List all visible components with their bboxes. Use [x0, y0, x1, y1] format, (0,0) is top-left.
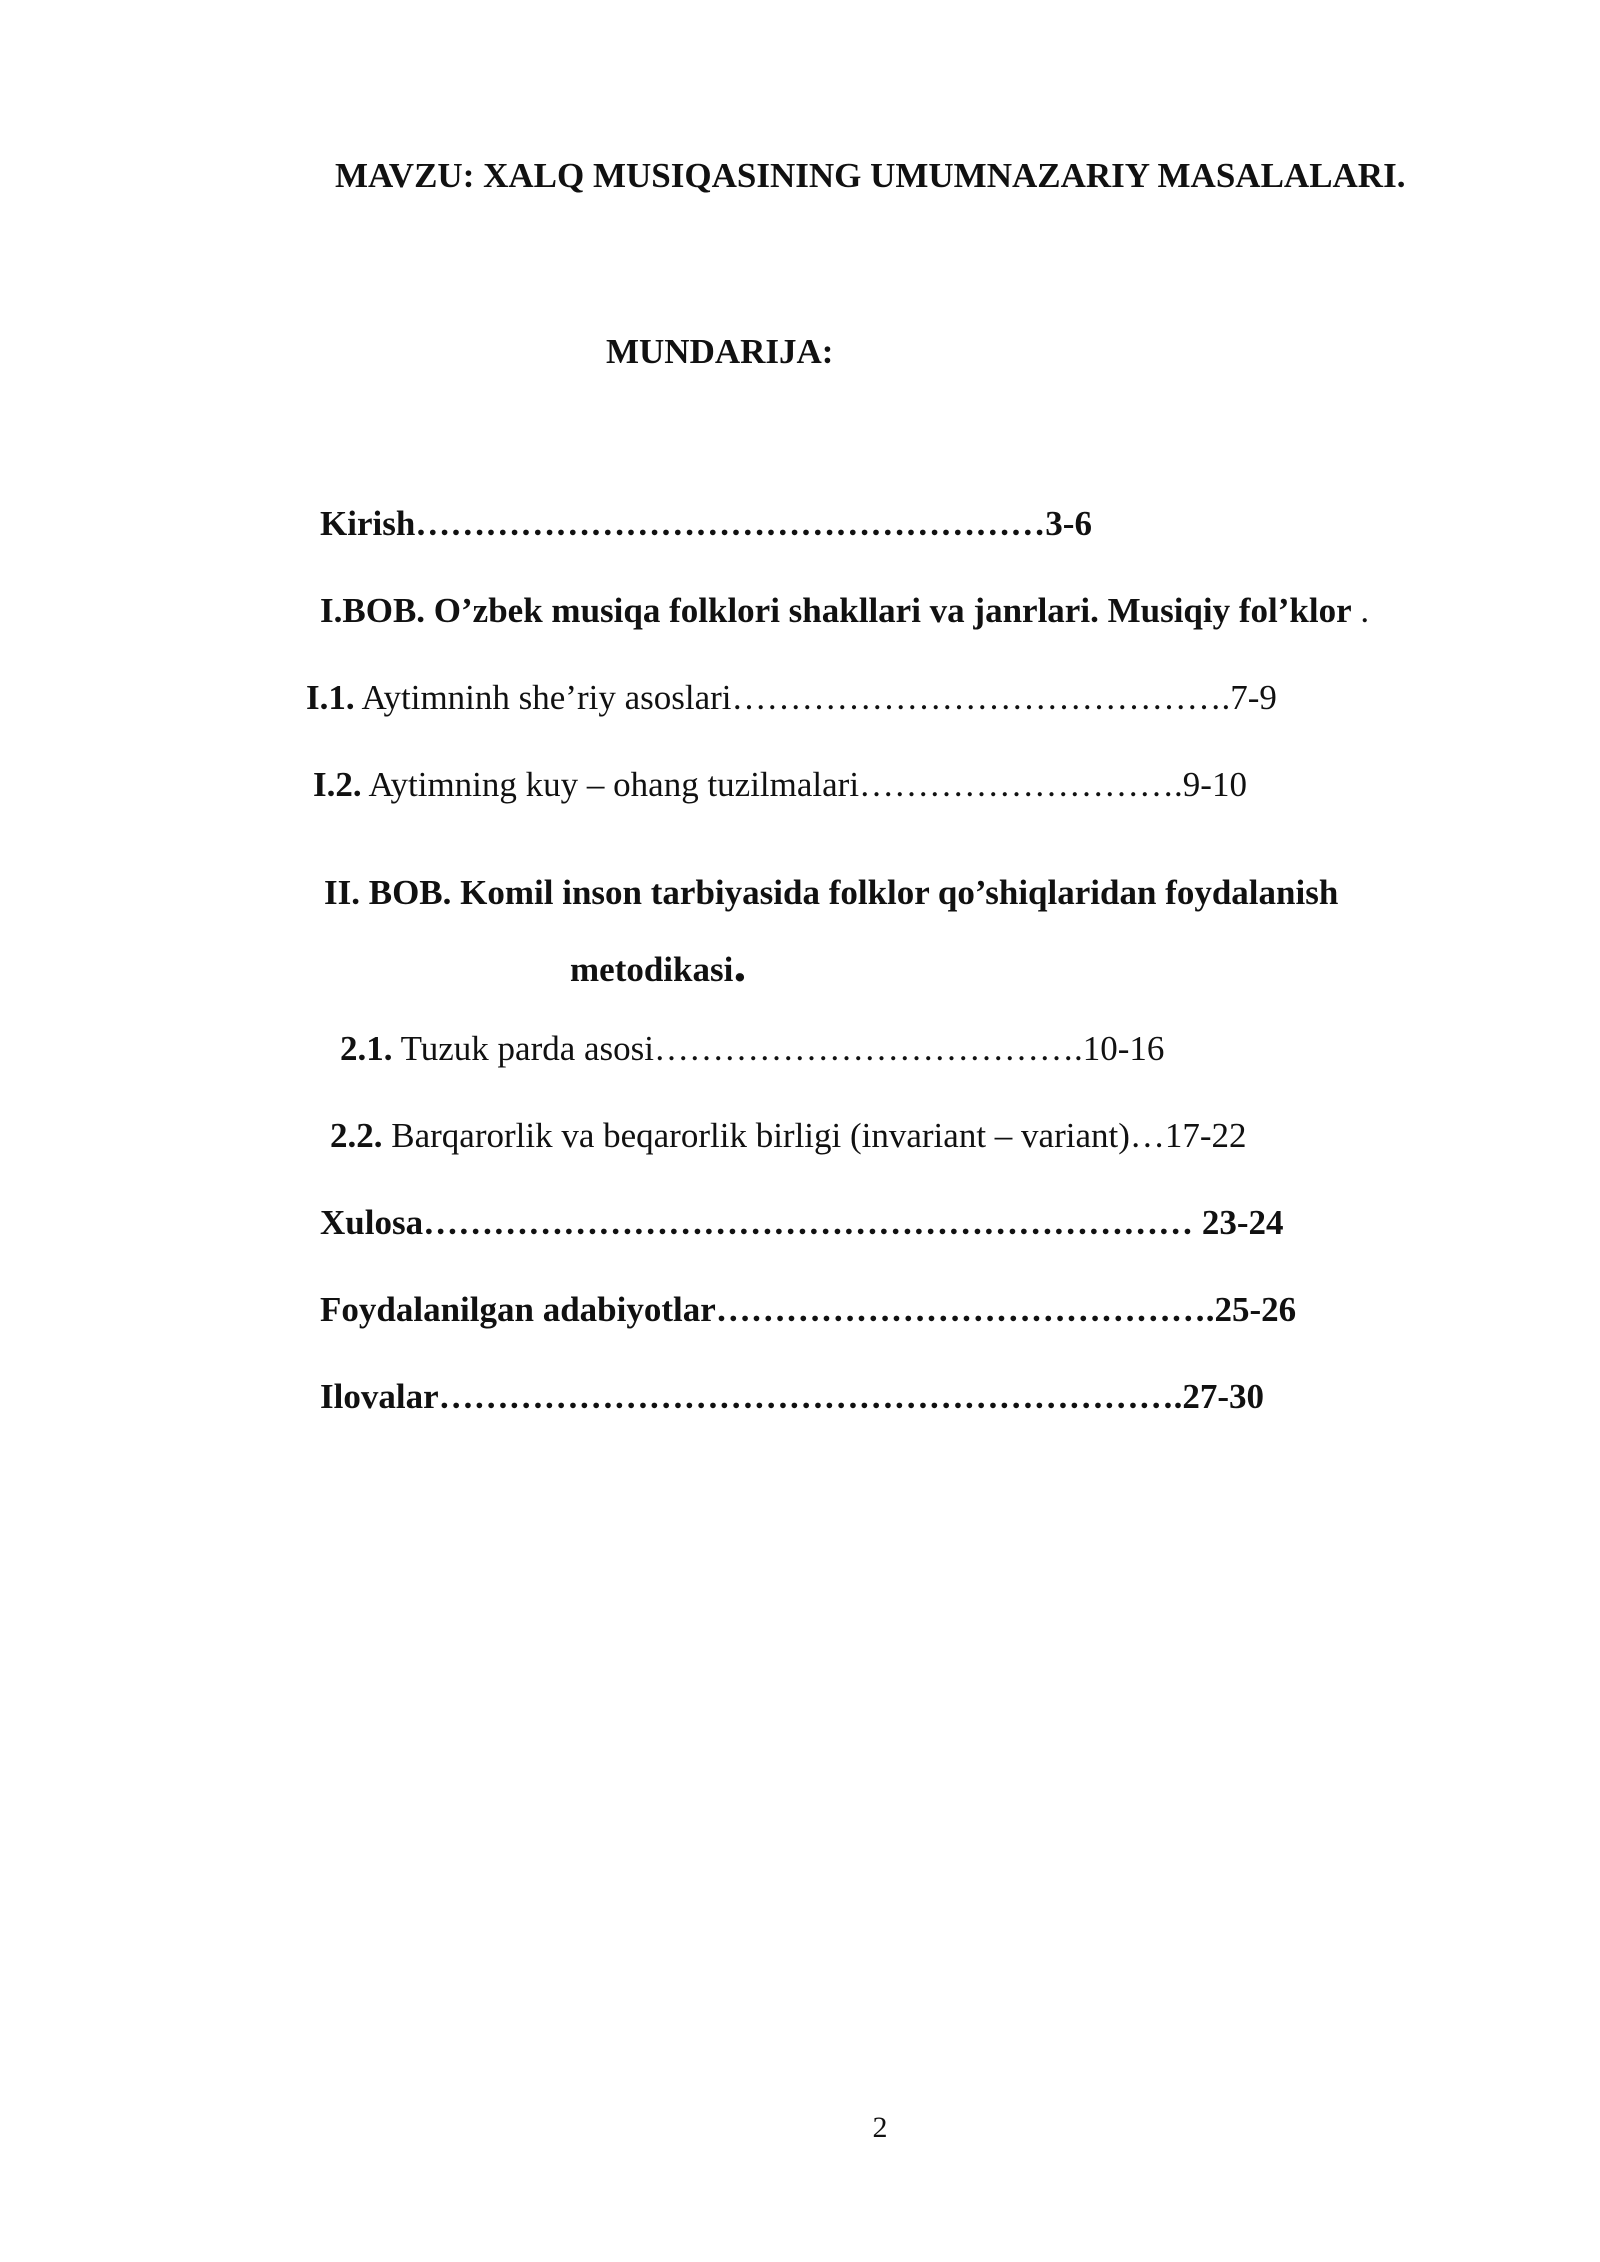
toc-entry-bob1-title: I.BOB. O’zbek musiqa folklori shakllari va janrlari. Musiqiy fol’klor	[320, 591, 1352, 630]
toc-entry-2-1	[340, 1027, 1164, 1071]
toc-entry-bob2-line2-dot: .	[733, 936, 747, 993]
toc-entry-2-1-text: Tuzuk parda asosi……………………………….10-16	[392, 1029, 1165, 1068]
toc-entry-2-2-number: 2.2.	[330, 1116, 383, 1155]
toc-entry-bob2-line1: II. BOB. Komil inson tarbiyasida folklor qo’shiqlaridan foydalanish	[324, 873, 1339, 912]
contents-heading: MUNDARIJA:	[606, 332, 834, 371]
toc-entry-2-1-number: 2.1.	[340, 1029, 393, 1068]
toc-entry-adabiyotlar: Foydalanilgan adabiyotlar…………………………………….25-26	[320, 1290, 1297, 1329]
toc-entry-bob1-tail: .	[1351, 591, 1370, 630]
page-number: 2	[872, 2111, 888, 2144]
toc-entry-ilovalar: Ilovalar……………………………………………………….27-30	[320, 1377, 1265, 1416]
toc-entry-bob2-line2	[570, 936, 747, 993]
topic-title: MAVZU: XALQ MUSIQASINING UMUMNAZARIY MASALALARI.	[335, 156, 1406, 195]
toc-entry-1-1-number: I.1.	[306, 678, 355, 717]
toc-entry-2-2	[330, 1114, 1247, 1158]
toc-entry-1-1	[306, 676, 1277, 720]
toc-entry-2-2-text: Barqarorlik va beqarorlik birligi (invariant – variant)…17-22	[382, 1116, 1247, 1155]
toc-entry-kirish: Kirish………………………………………………3-6	[320, 504, 1092, 543]
toc-entry-1-1-text: Aytimninh she’riy asoslari…………………………………….7-9	[354, 678, 1277, 717]
toc-entry-1-2-number: I.2.	[313, 765, 362, 804]
toc-entry-bob2-line2-text: metodikasi	[570, 950, 734, 989]
toc-entry-bob1	[320, 589, 1369, 633]
toc-entry-1-2	[313, 763, 1247, 807]
toc-entry-xulosa: Xulosa………………………………………………………… 23-24	[320, 1203, 1284, 1242]
toc-entry-1-2-text: Aytimning kuy – ohang tuzilmalari……………………….9-10	[361, 765, 1247, 804]
